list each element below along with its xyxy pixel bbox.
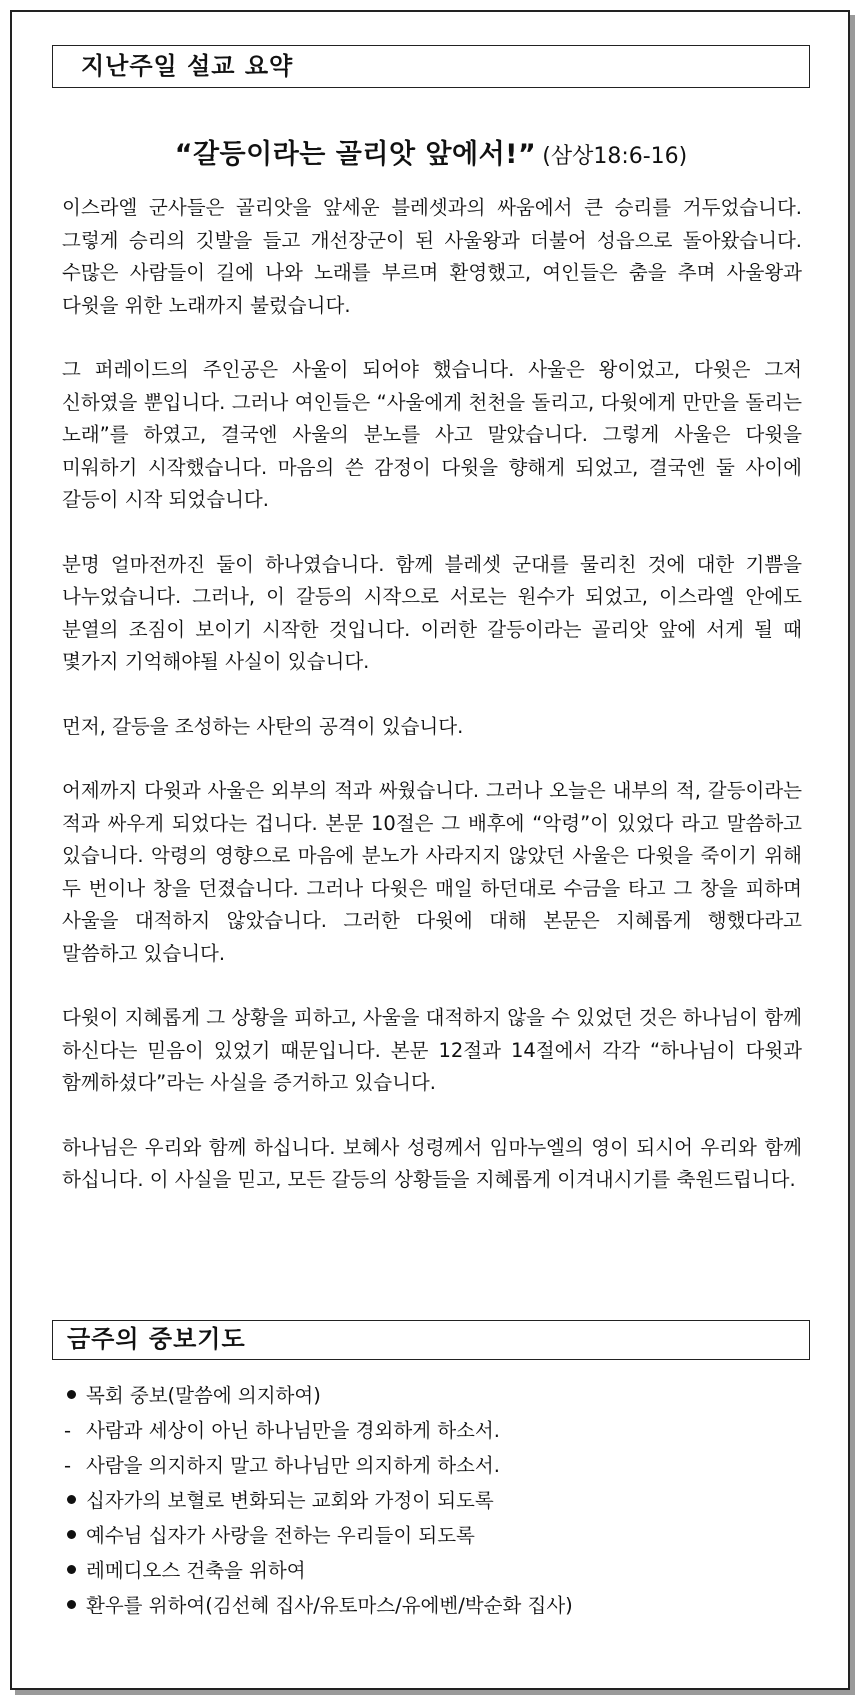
bullet-icon [62,1588,86,1623]
prayer-item-text: 사람을 의지하지 말고 하나님만 의지하게 하소서. [86,1454,500,1477]
sermon-paragraph: 이스라엘 군사들은 골리앗을 앞세운 블레셋과의 싸움에서 큰 승리를 거두었습니다. 그렇게 승리의 깃발을 들고 개선장군이 된 사울왕과 더불어 성읍으로 돌아왔습니다. 수많은 사람들이 길에 나와 노래를 부르며 환영했고, 여인들은 춤을 추며 사울왕과 다윗을 위한 노래까지 불렀습니다. [62,196,802,317]
scripture-reference: (삼상18:6-16) [542,144,688,169]
bullet-icon [62,1553,86,1588]
prayer-item-text: 환우를 위하여(김선혜 집사/유토마스/유에벤/박순화 집사) [86,1594,573,1617]
bullet-icon [62,1518,86,1553]
dash-icon: - [64,1419,72,1442]
prayer-item-text: 십자가의 보혈로 변화되는 교회와 가정이 되도록 [86,1489,494,1512]
prayer-item [62,1448,802,1483]
prayer-item [62,1378,802,1413]
bullet-icon [62,1483,86,1518]
sermon-title [52,132,810,171]
prayer-item [62,1588,802,1623]
dash-icon: - [64,1454,72,1477]
sermon-paragraph: 어제까지 다윗과 사울은 외부의 적과 싸웠습니다. 그러나 오늘은 내부의 적, 갈등이라는 적과 싸우게 되었다는 겁니다. 본문 10절은 그 배후에 “악령”이 있었다 라고 말씀하고 있습니다. 악령의 영향으로 마음에 분노가 사라지지 않았던 사울은 다윗을 죽이기 위해 두 번이나 창을 던졌습니다. 그러나 다윗은 매일 하던대로 수금을 타고 그 창을 피하며 사울을 대적하지 않았습니다. 그러한 다윗에 대해 본문은 지혜롭게 행했다라고 말씀하고 있습니다. [62,779,802,965]
prayer-item [62,1553,802,1588]
sermon-body [62,192,802,1229]
sermon-paragraph: 하나님은 우리와 함께 하십니다. 보혜사 성령께서 임마누엘의 영이 되시어 우리와 함께 하십니다. 이 사실을 믿고, 모든 갈등의 상황들을 지혜롭게 이겨내시기를 축원드립니다. [62,1135,802,1191]
sermon-summary-header: 지난주일 설교 요약 [52,45,810,88]
sermon-paragraph: 그 퍼레이드의 주인공은 사울이 되어야 했습니다. 사울은 왕이었고, 다윗은 그저 신하였을 뿐입니다. 그러나 여인들은 “사울에게 천천을 돌리고, 다윗에게 만만을 돌리는 노래”를 하였고, 결국엔 사울의 분노를 사고 말았습니다. 그렇게 사울은 다윗을 미워하기 시작했습니다. 마음의 쓴 감정이 다윗을 향해게 되었고, 결국엔 둘 사이에 갈등이 시작 되었습니다. [62,358,802,511]
intercessory-prayer-header: 금주의 중보기도 [52,1320,810,1360]
sermon-paragraph: 다윗이 지혜롭게 그 상황을 피하고, 사울을 대적하지 않을 수 있었던 것은 하나님이 함께 하신다는 믿음이 있었기 때문입니다. 본문 12절과 14절에서 각각 “하나님이 다윗과 함께하셨다”라는 사실을 증거하고 있습니다. [62,1006,802,1094]
prayer-item [62,1483,802,1518]
prayer-item [62,1413,802,1448]
prayer-list [62,1378,802,1623]
bullet-icon [62,1378,86,1413]
prayer-item [62,1518,802,1553]
sermon-paragraph: 먼저, 갈등을 조성하는 사탄의 공격이 있습니다. [62,714,464,738]
prayer-item-text: 예수님 십자가 사랑을 전하는 우리들이 되도록 [86,1524,475,1547]
sermon-title-text: “갈등이라는 골리앗 앞에서!” [174,139,537,170]
prayer-item-text: 사람과 세상이 아닌 하나님만을 경외하게 하소서. [86,1419,500,1442]
prayer-item-text: 레메디오스 건축을 위하여 [86,1559,306,1582]
prayer-item-text: 목회 중보(말씀에 의지하여) [86,1384,321,1407]
sermon-paragraph: 분명 얼마전까진 둘이 하나였습니다. 함께 블레셋 군대를 물리친 것에 대한 기쁨을 나누었습니다. 그러나, 이 갈등의 시작으로 서로는 원수가 되었고, 이스라엘 안에도 분열의 조짐이 보이기 시작한 것입니다. 이러한 갈등이라는 골리앗 앞에 서게 될 때 몇가지 기억해야될 사실이 있습니다. [62,552,802,673]
